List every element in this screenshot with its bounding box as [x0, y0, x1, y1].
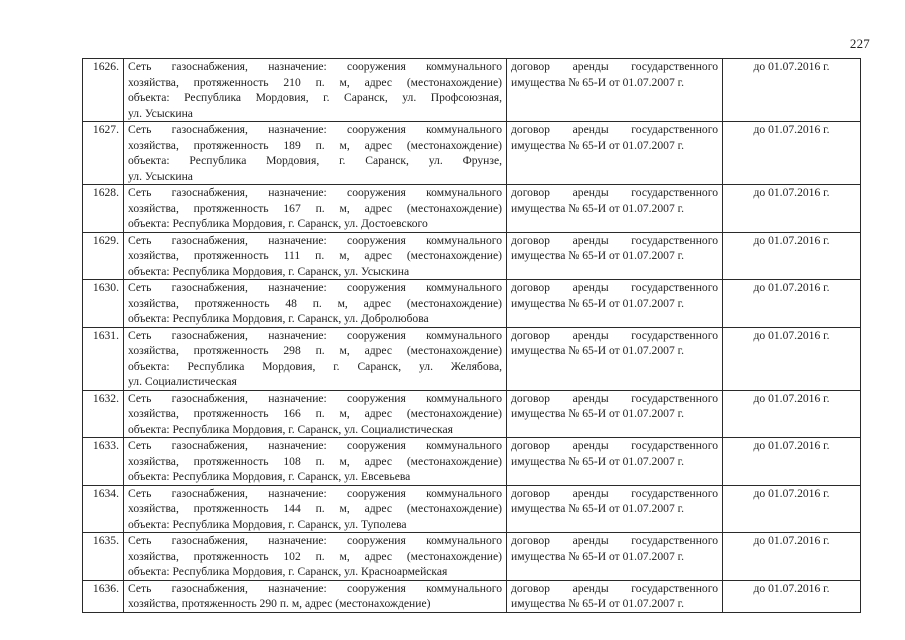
lease-term: до 01.07.2016 г.	[723, 327, 861, 390]
legal-basis-line: договор аренды государственного	[511, 281, 718, 294]
legal-basis	[507, 122, 723, 185]
object-description-line: Сеть газоснабжения, назначение: сооружения коммунального	[128, 60, 502, 73]
legal-basis-line: договор аренды государственного	[511, 486, 718, 500]
lease-term: до 01.07.2016 г.	[723, 232, 861, 280]
legal-basis-line: имущества № 65-И от 01.07.2007 г.	[511, 549, 684, 563]
legal-basis	[507, 438, 723, 486]
legal-basis-line: имущества № 65-И от 01.07.2007 г.	[511, 344, 684, 357]
lease-term: до 01.07.2016 г.	[723, 59, 861, 122]
row-number: 1627.	[83, 122, 124, 185]
object-description	[124, 232, 507, 280]
lease-term: до 01.07.2016 г.	[723, 122, 861, 185]
property-registry-table	[82, 58, 861, 613]
table-row	[83, 185, 861, 233]
object-description-line: Сеть газоснабжения, назначение: сооружения коммунального	[128, 486, 502, 500]
row-number: 1630.	[83, 280, 124, 328]
lease-term: до 01.07.2016 г.	[723, 390, 861, 438]
legal-basis	[507, 59, 723, 122]
legal-basis	[507, 390, 723, 438]
lease-term: до 01.07.2016 г.	[723, 580, 861, 612]
legal-basis-line: договор аренды государственного	[511, 581, 718, 595]
table-row	[83, 232, 861, 280]
object-description	[124, 438, 507, 486]
object-description	[124, 327, 507, 390]
row-number: 1634.	[83, 485, 124, 533]
legal-basis	[507, 185, 723, 233]
legal-basis-line: имущества № 65-И от 01.07.2007 г.	[511, 201, 684, 215]
object-description	[124, 59, 507, 122]
object-description	[124, 485, 507, 533]
legal-basis-line: договор аренды государственного	[511, 233, 718, 247]
object-description	[124, 280, 507, 328]
registry-table-body	[83, 59, 861, 613]
lease-term: до 01.07.2016 г.	[723, 438, 861, 486]
legal-basis-line: имущества № 65-И от 01.07.2007 г.	[511, 138, 684, 152]
object-description-line: хозяйства, протяженность 290 п. м, адрес (местонахождение)	[128, 597, 431, 610]
object-description-line: объекта: Республика Мордовия, г. Саранск, ул. Фрунзе,	[128, 154, 502, 167]
legal-basis	[507, 533, 723, 581]
lease-term: до 01.07.2016 г.	[723, 280, 861, 328]
object-description-line: объекта: Республика Мордовия, г. Саранск, ул. Красноармейская	[128, 565, 448, 578]
table-row	[83, 438, 861, 486]
object-description	[124, 122, 507, 185]
object-description-line: хозяйства, протяженность 102 п. м, адрес (местонахождение)	[128, 549, 502, 563]
table-row	[83, 390, 861, 438]
object-description	[124, 580, 507, 612]
table-row	[83, 327, 861, 390]
object-description-line: Сеть газоснабжения, назначение: сооружения коммунального	[128, 281, 502, 294]
object-description-line: Сеть газоснабжения, назначение: сооружения коммунального	[128, 123, 502, 136]
object-description-line: хозяйства, протяженность 166 п. м, адрес (местонахождение)	[128, 407, 502, 420]
legal-basis	[507, 485, 723, 533]
object-description-line: хозяйства, протяженность 210 п. м, адрес (местонахождение)	[128, 75, 502, 89]
object-description-line: Сеть газоснабжения, назначение: сооружения коммунального	[128, 581, 502, 595]
object-description-line: хозяйства, протяженность 298 п. м, адрес (местонахождение)	[128, 344, 502, 357]
object-description	[124, 185, 507, 233]
legal-basis-line: договор аренды государственного	[511, 123, 718, 136]
object-description-line: Сеть газоснабжения, назначение: сооружения коммунального	[128, 328, 502, 342]
lease-term: до 01.07.2016 г.	[723, 185, 861, 233]
table-row	[83, 280, 861, 328]
legal-basis	[507, 232, 723, 280]
legal-basis-line: имущества № 65-И от 01.07.2007 г.	[511, 407, 684, 420]
object-description-line: объекта: Республика Мордовия, г. Саранск, ул. Профсоюзная,	[128, 91, 502, 104]
object-description-line: хозяйства, протяженность 189 п. м, адрес (местонахождение)	[128, 138, 502, 152]
object-description	[124, 390, 507, 438]
legal-basis	[507, 280, 723, 328]
table-row	[83, 533, 861, 581]
object-description-line: хозяйства, протяженность 144 п. м, адрес (местонахождение)	[128, 502, 502, 515]
object-description-line: ул. Социалистическая	[128, 375, 237, 388]
object-description-line: Сеть газоснабжения, назначение: сооружения коммунального	[128, 534, 502, 547]
legal-basis-line: договор аренды государственного	[511, 439, 718, 452]
row-number: 1628.	[83, 185, 124, 233]
object-description-line: объекта: Республика Мордовия, г. Саранск, ул. Желябова,	[128, 359, 502, 373]
table-row	[83, 485, 861, 533]
row-number: 1626.	[83, 59, 124, 122]
object-description-line: Сеть газоснабжения, назначение: сооружения коммунального	[128, 391, 502, 405]
row-number: 1632.	[83, 390, 124, 438]
legal-basis-line: имущества № 65-И от 01.07.2007 г.	[511, 296, 684, 310]
table-row	[83, 59, 861, 122]
object-description-line: хозяйства, протяженность 48 п. м, адрес (местонахождение)	[128, 296, 502, 310]
object-description-line: Сеть газоснабжения, назначение: сооружения коммунального	[128, 186, 502, 199]
lease-term: до 01.07.2016 г.	[723, 533, 861, 581]
legal-basis	[507, 327, 723, 390]
object-description-line: ул. Усыскина	[128, 106, 193, 120]
object-description-line: Сеть газоснабжения, назначение: сооружения коммунального	[128, 439, 502, 452]
object-description-line: объекта: Республика Мордовия, г. Саранск, ул. Социалистическая	[128, 422, 453, 436]
object-description	[124, 533, 507, 581]
legal-basis	[507, 580, 723, 612]
legal-basis-line: договор аренды государственного	[511, 60, 718, 73]
row-number: 1636.	[83, 580, 124, 612]
object-description-line: хозяйства, протяженность 111 п. м, адрес (местонахождение)	[128, 249, 502, 262]
table-row	[83, 122, 861, 185]
legal-basis-line: имущества № 65-И от 01.07.2007 г.	[511, 75, 684, 89]
legal-basis-line: договор аренды государственного	[511, 186, 718, 199]
row-number: 1633.	[83, 438, 124, 486]
legal-basis-line: имущества № 65-И от 01.07.2007 г.	[511, 249, 684, 262]
object-description-line: хозяйства, протяженность 167 п. м, адрес (местонахождение)	[128, 201, 502, 215]
object-description-line: объекта: Республика Мордовия, г. Саранск, ул. Туполева	[128, 517, 407, 531]
row-number: 1631.	[83, 327, 124, 390]
legal-basis-line: договор аренды государственного	[511, 391, 718, 405]
object-description-line: объекта: Республика Мордовия, г. Саранск, ул. Евсевьева	[128, 470, 411, 483]
object-description-line: объекта: Республика Мордовия, г. Саранск, ул. Достоевского	[128, 217, 428, 230]
legal-basis-line: имущества № 65-И от 01.07.2007 г.	[511, 597, 684, 610]
object-description-line: ул. Усыскина	[128, 169, 193, 183]
legal-basis-line: имущества № 65-И от 01.07.2007 г.	[511, 502, 684, 515]
page-number: 227	[849, 36, 870, 51]
object-description-line: хозяйства, протяженность 108 п. м, адрес (местонахождение)	[128, 454, 502, 468]
object-description-line: объекта: Республика Мордовия, г. Саранск, ул. Добролюбова	[128, 312, 429, 325]
object-description-line: объекта: Республика Мордовия, г. Саранск, ул. Усыскина	[128, 264, 410, 278]
table-row	[83, 580, 861, 612]
legal-basis-line: имущества № 65-И от 01.07.2007 г.	[511, 454, 684, 468]
row-number: 1629.	[83, 232, 124, 280]
legal-basis-line: договор аренды государственного	[511, 328, 718, 342]
lease-term: до 01.07.2016 г.	[723, 485, 861, 533]
row-number: 1635.	[83, 533, 124, 581]
object-description-line: Сеть газоснабжения, назначение: сооружения коммунального	[128, 233, 502, 247]
legal-basis-line: договор аренды государственного	[511, 534, 718, 547]
